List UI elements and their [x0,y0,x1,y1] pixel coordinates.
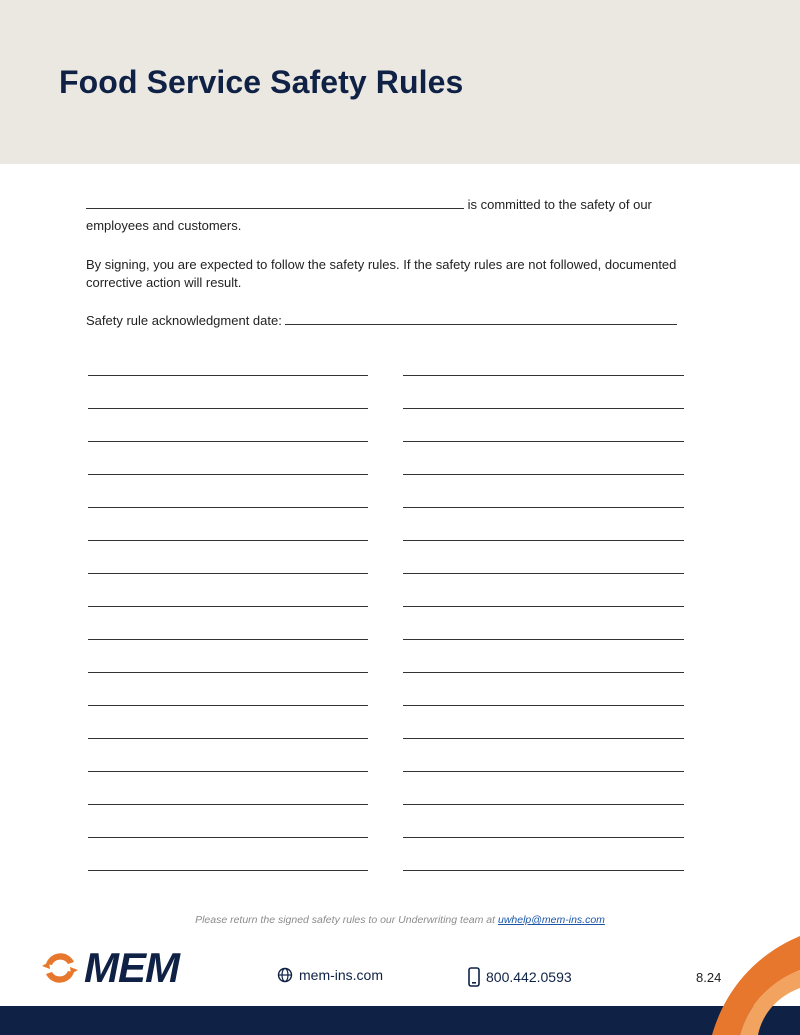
globe-icon [277,967,293,983]
signature-line-left[interactable] [88,474,368,475]
expectation-line-2: corrective action will result. [86,275,242,290]
signature-line-right[interactable] [403,870,684,871]
mem-logo-mark-icon [40,948,80,988]
signature-line-right[interactable] [403,573,684,574]
signature-line-right[interactable] [403,375,684,376]
signature-line-left[interactable] [88,870,368,871]
commitment-text: is committed to the safety of our [467,197,652,212]
commitment-line-2: employees and customers. [86,218,242,233]
ack-date-blank[interactable] [285,313,677,325]
signature-line-right[interactable] [403,441,684,442]
signature-line-left[interactable] [88,441,368,442]
page-title: Food Service Safety Rules [59,64,464,100]
signature-line-left[interactable] [88,804,368,805]
return-email-link[interactable]: uwhelp@mem-ins.com [497,914,605,926]
footer-bar [0,1006,800,1035]
ack-date-row [86,312,677,330]
brand-swoosh-icon [700,930,800,1035]
signature-line-right[interactable] [403,507,684,508]
signature-line-right[interactable] [403,606,684,607]
signature-line-right[interactable] [403,705,684,706]
signature-line-right[interactable] [403,639,684,640]
signature-line-right[interactable] [403,738,684,739]
phone-text[interactable]: 800.442.0593 [486,969,572,985]
signature-line-left[interactable] [88,738,368,739]
ack-date-label: Safety rule acknowledgment date: [86,313,282,328]
signature-line-left[interactable] [88,507,368,508]
phone-contact [468,967,572,987]
signature-line-left[interactable] [88,771,368,772]
signature-line-right[interactable] [403,540,684,541]
signature-line-right[interactable] [403,672,684,673]
return-note [0,914,800,926]
mem-logo-text: MEM [84,944,179,991]
website-contact [277,967,383,983]
signature-line-right[interactable] [403,771,684,772]
signature-line-right[interactable] [403,408,684,409]
signature-line-left[interactable] [88,705,368,706]
signature-line-left[interactable] [88,540,368,541]
signature-line-left[interactable] [88,672,368,673]
signature-line-left[interactable] [88,606,368,607]
mem-logo [40,946,179,990]
signature-line-right[interactable] [403,804,684,805]
expectation-line-1: By signing, you are expected to follow the safety rules. If the safety rules are not followed, documented [86,257,677,272]
signature-line-left[interactable] [88,573,368,574]
signature-line-right[interactable] [403,474,684,475]
return-note-text: Please return the signed safety rules to our Underwriting team at [195,914,496,926]
signature-line-right[interactable] [403,837,684,838]
company-name-blank[interactable] [86,197,464,209]
commitment-line-1 [86,196,652,214]
website-text[interactable]: mem-ins.com [299,967,384,983]
signature-line-left[interactable] [88,375,368,376]
signature-line-left[interactable] [88,837,368,838]
mobile-phone-icon [468,967,480,987]
form-version: 8.24 [696,970,722,985]
signature-line-left[interactable] [88,639,368,640]
signature-line-left[interactable] [88,408,368,409]
